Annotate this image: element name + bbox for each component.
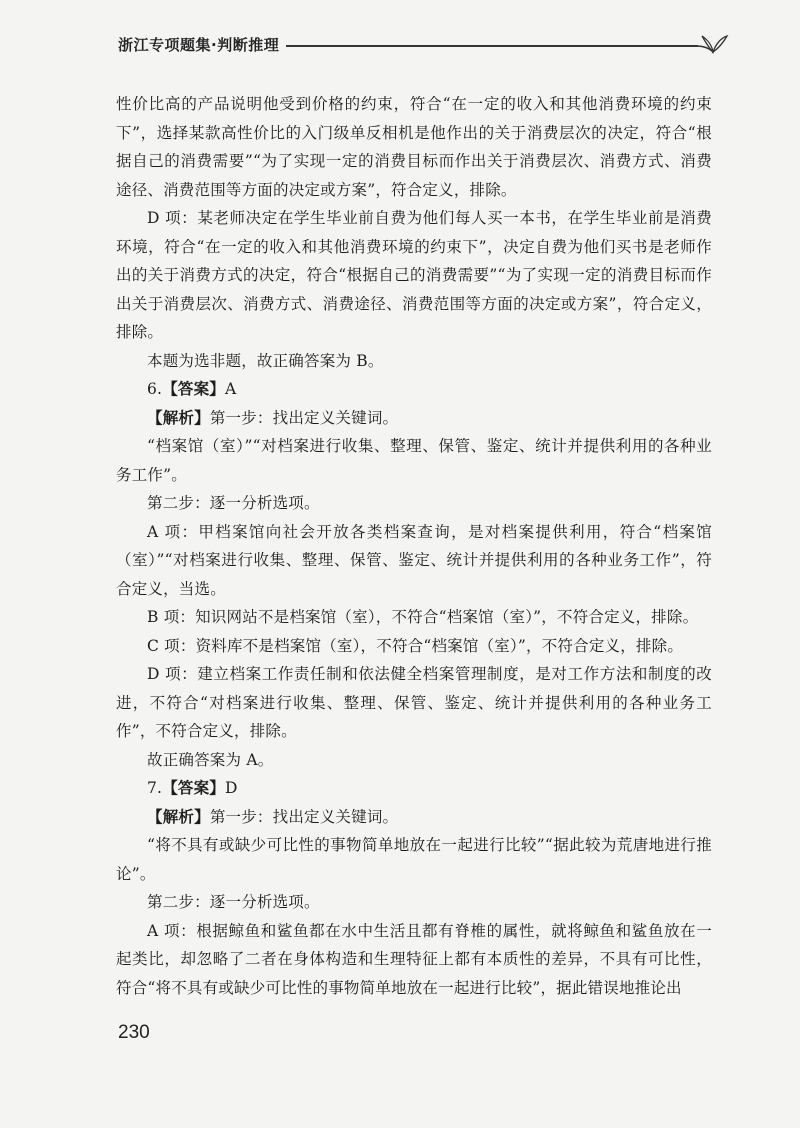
running-header xyxy=(118,30,728,60)
q7-answer-line xyxy=(116,774,712,803)
paragraph: “将不具有或缺少可比性的事物简单地放在一起进行比较”“据此较为荒唐地进行推论”。 xyxy=(116,836,712,883)
page-number: 230 xyxy=(118,1022,150,1043)
paragraph: B 项：知识网站不是档案馆（室），不符合“档案馆（室）”，不符合定义，排除。 xyxy=(147,608,699,626)
page-content xyxy=(116,90,712,1002)
paragraph: C 项：资料库不是档案馆（室），不符合“档案馆（室）”，不符合定义，排除。 xyxy=(147,636,684,655)
paragraph: A 项：甲档案馆向社会开放各类档案查询，是对档案提供利用，符合“档案馆（室）”“对档案进行收集、整理、保管、鉴定、统计并提供利用的各种业务工作”，符合定义，当选。 xyxy=(116,522,712,598)
q6-answer-line xyxy=(116,375,712,404)
answer-label: 【答案】 xyxy=(162,779,226,797)
paragraph: A 项：根据鲸鱼和鲨鱼都在水中生活且都有脊椎的属性，就将鲸鱼和鲨鱼放在一起类比，却忽略了二者在身体构造和生理特征上都有本质性的差异，不具有可比性，符合“将不具有或缺少可比性的事物简单地放在一起进行比较”，据此错误地推论出 xyxy=(116,921,712,997)
paragraph: 第二步：逐一分析选项。 xyxy=(147,893,320,911)
q6-number: 6. xyxy=(147,380,163,398)
q6-analysis-line xyxy=(116,404,712,433)
paragraph: 第二步：逐一分析选项。 xyxy=(147,494,320,512)
analysis-label: 【解析】 xyxy=(147,408,210,427)
answer-label: 【答案】 xyxy=(162,380,226,398)
q7-answer: D xyxy=(225,779,238,797)
paragraph: D 项：某老师决定在学生毕业前自费为他们每人买一本书，在学生毕业前是消费环境，符合“在一定的收入和其他消费环境的约束下”，决定自费为他们买书是老师作出的关于消费方式的决定，符合“根据自己的消费需要”“为了实现一定的消费目标而作出关于消费层次、消费方式、消费途径、消费范围等方面的决定或方案”，符合定义，排除。 xyxy=(116,209,712,341)
header-title: 浙江专项题集·判断推理 xyxy=(118,36,280,54)
sprout-icon xyxy=(694,30,730,58)
q6-answer: A xyxy=(225,380,237,398)
q7-analysis-line xyxy=(116,803,712,832)
q6-analysis: 第一步：找出定义关键词。 xyxy=(209,408,399,427)
analysis-label: 【解析】 xyxy=(147,807,210,826)
paragraph: D 项：建立档案工作责任制和依法健全档案管理制度，是对工作方法和制度的改进，不符合“对档案进行收集、整理、保管、鉴定、统计并提供利用的各种业务工作”，不符合定义，排除。 xyxy=(116,665,712,740)
header-rule xyxy=(286,45,698,47)
paragraph: 故正确答案为 A。 xyxy=(147,750,274,769)
paragraph: 本题为选非题，故正确答案为 B。 xyxy=(147,351,384,370)
q7-analysis: 第一步：找出定义关键词。 xyxy=(209,807,399,826)
paragraph: “档案馆（室）”“对档案进行收集、整理、保管、鉴定、统计并提供利用的各种业务工作”。 xyxy=(116,437,712,484)
paragraph: 性价比高的产品说明他受到价格的约束，符合“在一定的收入和其他消费环境的约束下”，选择某款高性价比的入门级单反相机是他作出的关于消费层次的决定，符合“根据自己的消费需要”“为了实现一定的消费目标而作出关于消费层次、消费方式、消费途径、消费范围等方面的决定或方案”，符合定义，排除。 xyxy=(116,95,712,199)
q7-number: 7. xyxy=(147,779,163,797)
